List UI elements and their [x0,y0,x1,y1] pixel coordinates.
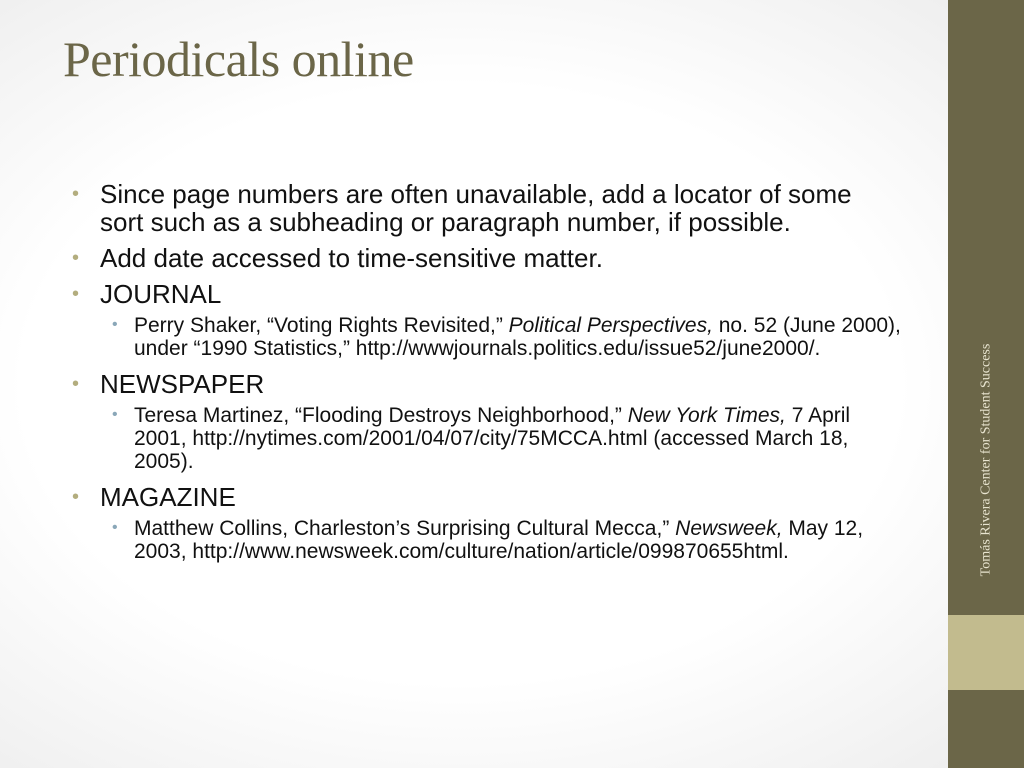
bullet-dot-icon: • [72,283,80,305]
bullet-dot-icon: • [72,373,80,395]
bullet-list [72,180,902,573]
sidebar-footer-text: Tomás Rivera Center for Student Success [978,343,994,577]
bullet-journal [72,280,902,308]
citation-source: Newsweek, [675,517,783,540]
citation-text: 7 April 2001, http://nytimes.com/2001/04/07/city/75MCCA.html (accessed March 18, 2005). [134,404,851,473]
citation-text: May 12, 2003, http://www.newsweek.com/culture/nation/article/099870655html. [134,517,864,563]
sub-bullet-dot-icon: • [112,406,118,423]
sub-bullet-magazine-example [106,517,902,563]
bullet-newspaper [72,370,902,398]
citation-text: no. 52 (June 2000), under “1990 Statistics,” http://wwwjournals.politics.edu/issue52/june2000/. [134,314,901,360]
bullet-dot-icon: • [72,247,80,269]
sub-bullet-dot-icon: • [112,316,118,333]
bullet-text: JOURNAL [100,279,222,309]
citation-source: New York Times, [627,404,786,427]
bullet-dot-icon: • [72,486,80,508]
sub-bullet-dot-icon: • [112,519,118,536]
bullet-dot-icon: • [72,183,80,205]
citation-text: Matthew Collins, Charleston’s Surprising Cultural Mecca,” [134,517,676,540]
sidebar-accent-block [948,615,1024,690]
bullet-text: Add date accessed to time-sensitive matter. [100,243,603,273]
bullet-text: MAGAZINE [100,482,236,512]
bullet-text: NEWSPAPER [100,369,265,399]
citation-text: Perry Shaker, “Voting Rights Revisited,” [134,314,509,337]
citation-text: Teresa Martinez, “Flooding Destroys Neighborhood,” [134,404,628,427]
bullet-text: Since page numbers are often unavailable, add a locator of some sort such as a subheading or paragraph number, if possible. [100,179,852,237]
sub-bullet-newspaper-example [106,404,902,473]
bullet-date-accessed [72,244,902,272]
slide-title: Periodicals online [63,31,414,87]
sub-bullet-journal-example [106,314,902,360]
bullet-magazine [72,483,902,511]
bullet-locator [72,180,902,236]
citation-source: Political Perspectives, [508,314,713,337]
